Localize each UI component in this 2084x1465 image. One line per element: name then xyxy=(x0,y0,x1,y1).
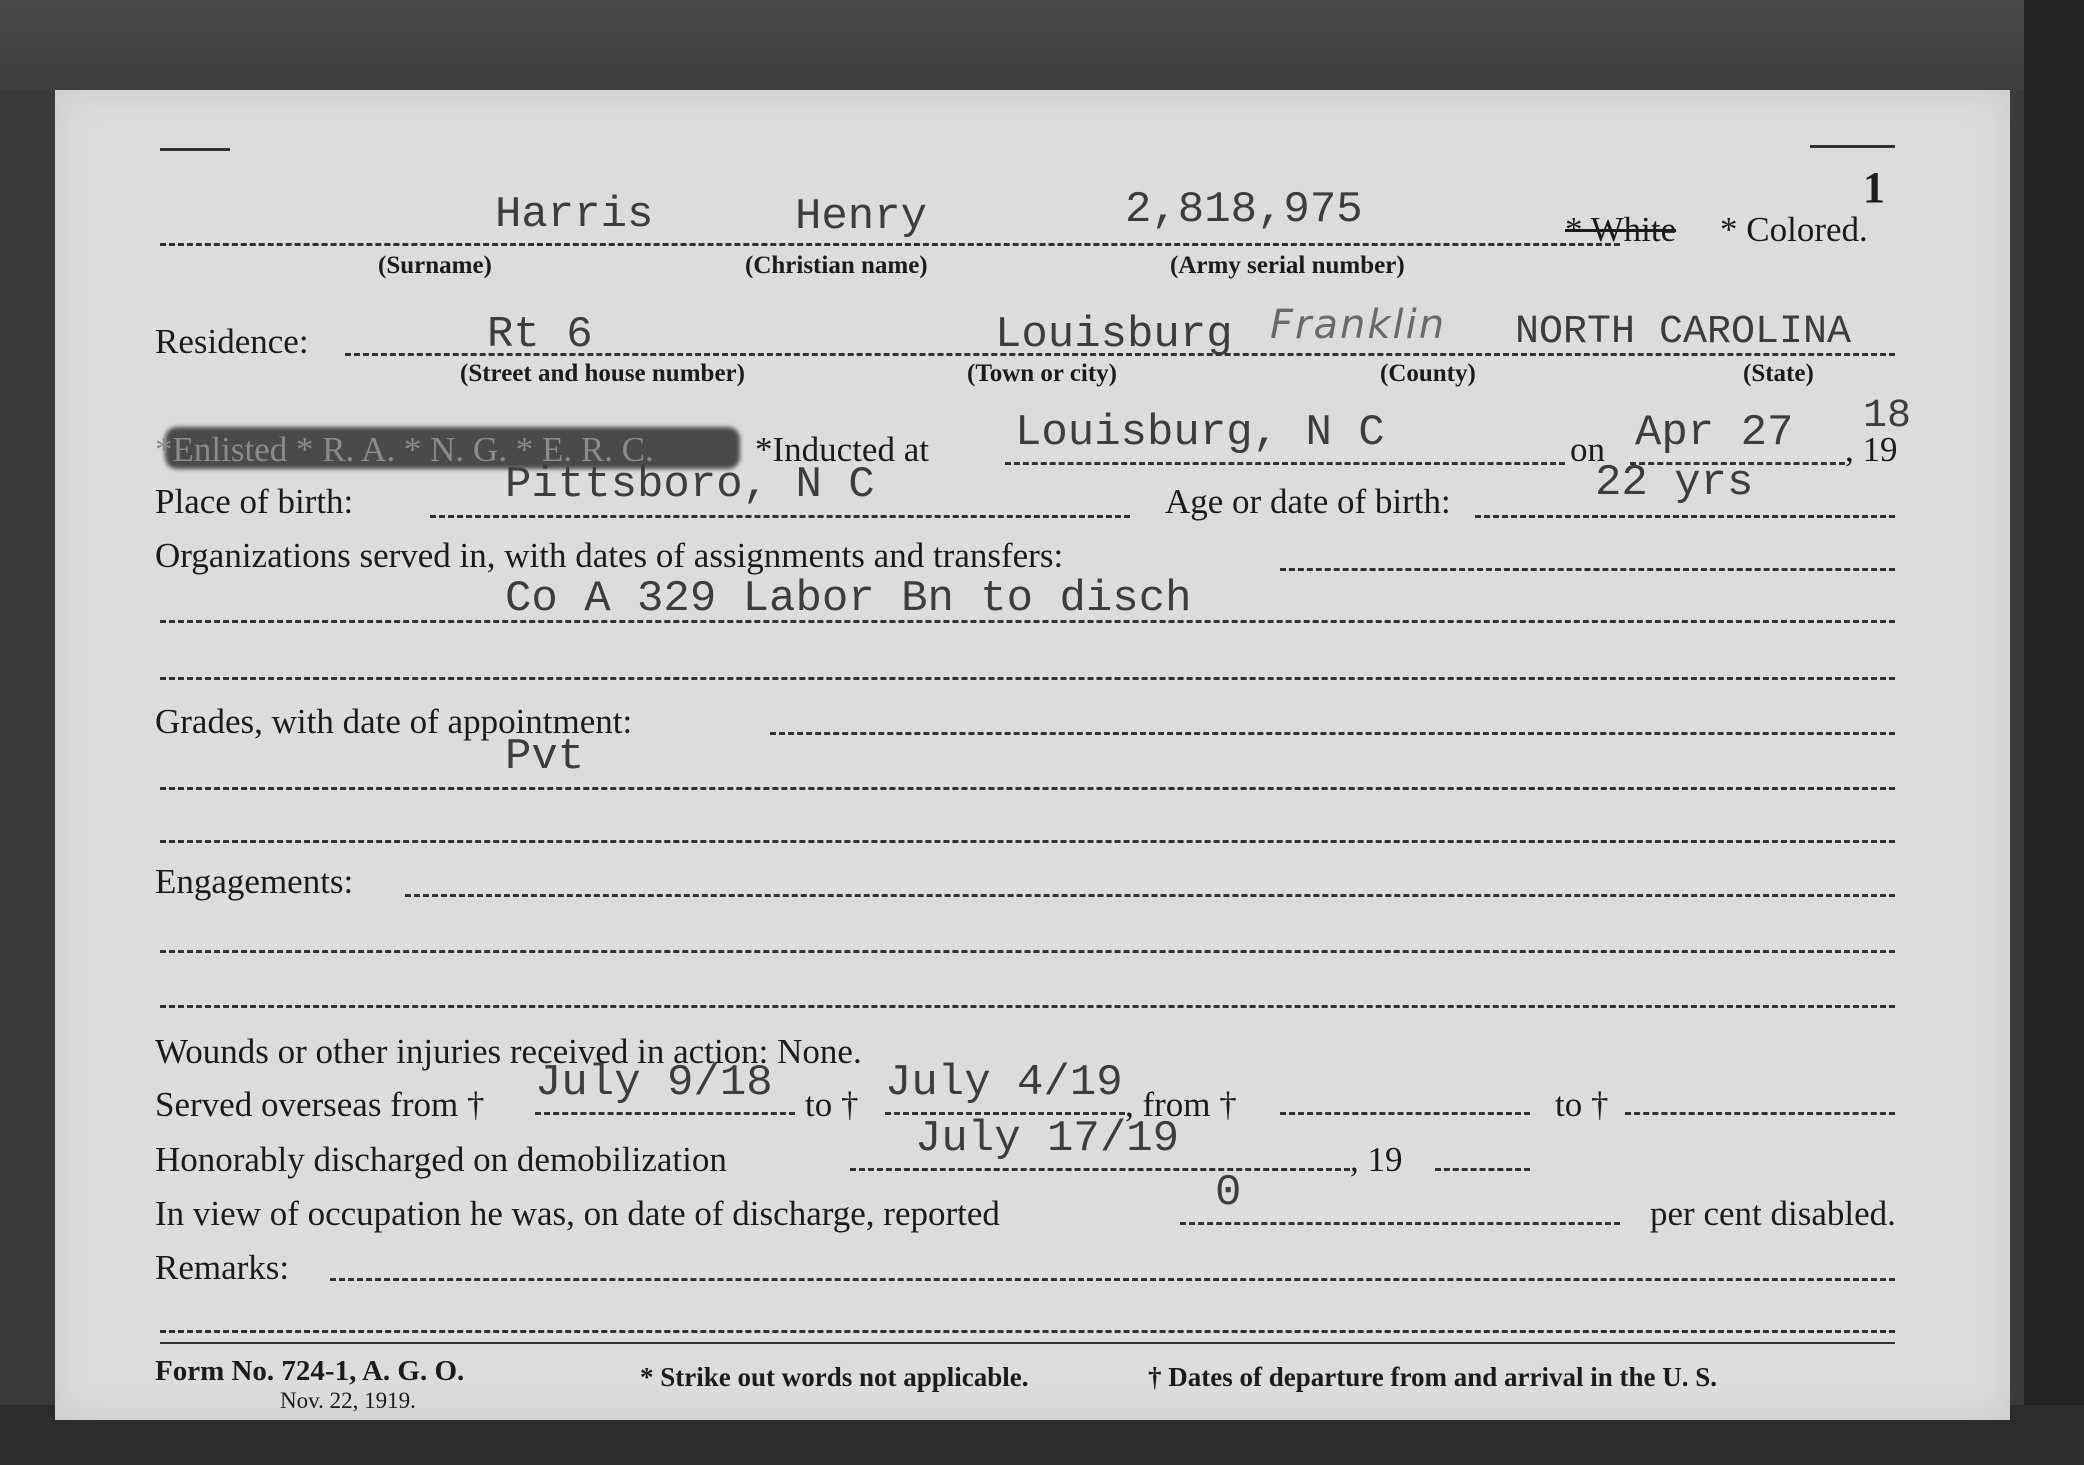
christian-name-caption: (Christian name) xyxy=(745,252,928,279)
remarks-label: Remarks: xyxy=(155,1248,290,1287)
town-caption: (Town or city) xyxy=(967,360,1117,387)
discharge-label: Honorably discharged on demobilization xyxy=(155,1140,727,1179)
overseas-from-line xyxy=(535,1112,795,1115)
organizations-label: Organizations served in, with dates of assignments and transfers: xyxy=(155,536,1064,575)
grades-line-3 xyxy=(160,840,1895,843)
card-number: 1 xyxy=(1863,163,1885,212)
age-label: Age or date of birth: xyxy=(1165,482,1451,521)
residence-state-value: NORTH CAROLINA xyxy=(1515,310,1852,355)
disability-value: 0 xyxy=(1215,1168,1242,1218)
engagements-label: Engagements: xyxy=(155,862,354,901)
surname-caption: (Surname) xyxy=(378,252,492,279)
overseas-to2-line xyxy=(1625,1112,1895,1115)
serial-number-caption: (Army serial number) xyxy=(1170,252,1405,279)
form-date: Nov. 22, 1919. xyxy=(280,1388,416,1413)
engagements-line-1 xyxy=(405,894,1895,897)
discharge-date-line xyxy=(850,1168,1350,1171)
disability-suffix: per cent disabled. xyxy=(1650,1194,1896,1233)
place-of-birth-value: Pittsboro, N C xyxy=(505,460,875,510)
race-colored-label: * Colored. xyxy=(1720,210,1868,249)
name-line xyxy=(160,243,1620,246)
service-record-card xyxy=(55,90,2010,1420)
surname-value: Harris xyxy=(495,190,654,240)
induction-date-value: Apr 27 xyxy=(1635,408,1794,458)
county-caption: (County) xyxy=(1380,360,1476,387)
age-value: 22 yrs xyxy=(1595,458,1754,508)
overseas-from2-label: , from † xyxy=(1125,1085,1237,1124)
race-white-label: * White xyxy=(1565,210,1677,249)
disability-label: In view of occupation he was, on date of discharge, reported xyxy=(155,1194,1000,1233)
induction-year-prefix: , 19 xyxy=(1845,430,1898,469)
residence-town-value: Louisburg xyxy=(995,310,1233,360)
remarks-line-1 xyxy=(330,1278,1895,1281)
disability-line xyxy=(1180,1222,1620,1225)
organizations-line-3 xyxy=(160,677,1895,680)
engagements-line-3 xyxy=(160,1005,1895,1008)
grades-line-2 xyxy=(160,787,1895,790)
enlisted-options-label: *Enlisted * R. A. * N. G. * E. R. C. xyxy=(155,430,654,469)
residence-line xyxy=(345,353,1895,356)
place-of-birth-label: Place of birth: xyxy=(155,482,354,521)
overseas-to2-label: to † xyxy=(1555,1085,1609,1124)
organizations-line-2 xyxy=(160,620,1895,623)
overseas-from-value: July 9/18 xyxy=(535,1058,773,1108)
footer-rule xyxy=(160,1342,1895,1344)
scanner-background-top xyxy=(0,0,2084,90)
discharge-date-value: July 17/19 xyxy=(915,1114,1180,1164)
serial-number-value: 2,818,975 xyxy=(1125,185,1363,235)
served-overseas-label: Served overseas from † xyxy=(155,1085,485,1124)
engagements-line-2 xyxy=(160,950,1895,953)
residence-label: Residence: xyxy=(155,322,309,361)
wounds-label: Wounds or other injuries received in action: None. xyxy=(155,1032,862,1071)
strike-out-note: * Strike out words not applicable. xyxy=(640,1362,1029,1392)
induction-year-value: 18 xyxy=(1863,394,1912,439)
state-caption: (State) xyxy=(1743,360,1814,387)
discharge-year-line xyxy=(1435,1168,1530,1171)
scanner-background-right xyxy=(2024,0,2084,1465)
street-caption: (Street and house number) xyxy=(460,360,745,387)
grades-line-1 xyxy=(770,732,1895,735)
overseas-from2-line xyxy=(1280,1112,1530,1115)
organizations-value: Co A 329 Labor Bn to disch xyxy=(505,574,1192,624)
residence-county-value: Franklin xyxy=(1270,302,1447,348)
on-label: on xyxy=(1570,430,1605,469)
overseas-to-value: July 4/19 xyxy=(885,1058,1123,1108)
induction-place-line xyxy=(1005,462,1565,465)
christian-name-value: Henry xyxy=(795,192,928,242)
discharge-year-suffix: , 19 xyxy=(1350,1140,1403,1179)
top-right-rule xyxy=(1810,145,1895,148)
grades-label: Grades, with date of appointment: xyxy=(155,702,633,741)
inducted-at-label: *Inducted at xyxy=(755,430,929,469)
overseas-to-label: to † xyxy=(805,1085,859,1124)
remarks-line-2 xyxy=(160,1330,1895,1333)
grades-value: Pvt xyxy=(505,732,585,782)
induction-place-value: Louisburg, N C xyxy=(1015,408,1385,458)
form-number: Form No. 724-1, A. G. O. xyxy=(155,1355,465,1387)
place-of-birth-line xyxy=(430,515,1130,518)
residence-street-value: Rt 6 xyxy=(487,310,593,360)
age-line xyxy=(1475,515,1895,518)
dates-note: † Dates of departure from and arrival in the U. S. xyxy=(1148,1362,1717,1392)
top-left-rule xyxy=(160,148,230,151)
organizations-line-1 xyxy=(1280,568,1895,571)
